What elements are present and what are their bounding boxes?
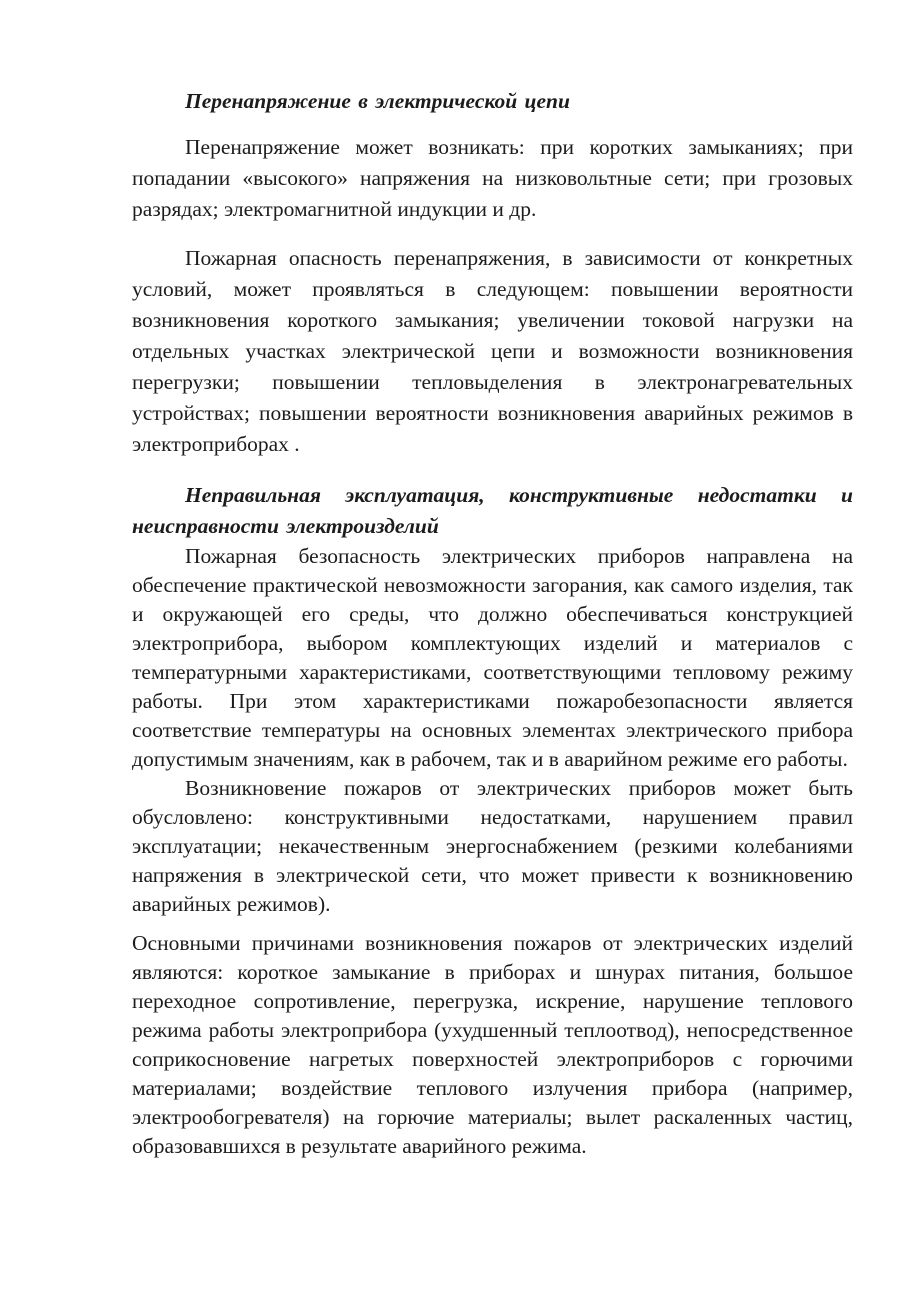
paragraph-main-fire-causes: Основными причинами возникновения пожаров от электрических изделий являются: короткое замыкание в приборах и шнурах питания, большое переходное сопротивление, перегрузка, искрение, нарушение теплового режима работы электроприбора (ухудшенный теплоотвод), непосредственное соприкосновение нагретых поверхностей электроприборов с горючими материалами; воздействие теплового излучения прибора (например, электрообогревателя) на горючие материалы; вылет раскаленных частиц, образовавшихся в результате аварийного режима. <box>132 931 853 1158</box>
paragraph-fire-origin-conditions: Возникновение пожаров от электрических приборов может быть обусловлено: конструктивными недостатками, нарушением правил эксплуатации; некачественным энергоснабжением (резкими колебаниями напряжения в электрической сети, что может привести к возникновению аварийных режимов). <box>132 776 853 916</box>
heading-overvoltage: Перенапряжение в электрической цепи <box>185 89 570 113</box>
paragraph-fire-safety-design: Пожарная безопасность электрических приборов направлена на обеспечение практической невозможности загорания, как самого изделия, так и окружающей его среды, что должно обеспечиваться конструкцией электроприбора, выбором комплектующих изделий и материалов с температурными характеристиками, соответствующими тепловому режиму работы. При этом характеристиками пожаробезопасности является соответствие температуры на основных элементах электрического прибора допустимым значениям, как в рабочем, так и в аварийном режиме его работы. <box>132 544 853 771</box>
heading-improper-operation: Неправильная эксплуатация, конструктивные недостатки и неисправности электроизделий <box>132 483 853 538</box>
paragraph-overvoltage-fire-hazard: Пожарная опасность перенапряжения, в зависимости от конкретных условий, может проявляться в следующем: повышении вероятности возникновения короткого замыкания; увеличении токовой нагрузки на отдельных участках электрической цепи и возможности возникновения перегрузки; повышении тепловыделения в электронагревательных устройствах; повышении вероятности возникновения аварийных режимов в электроприборах . <box>132 246 853 456</box>
paragraph-overvoltage-causes: Перенапряжение может возникать: при коротких замыканиях; при попадании «высокого» напряжения на низковольтные сети; при грозовых разрядах; электромагнитной индукции и др. <box>132 135 853 221</box>
